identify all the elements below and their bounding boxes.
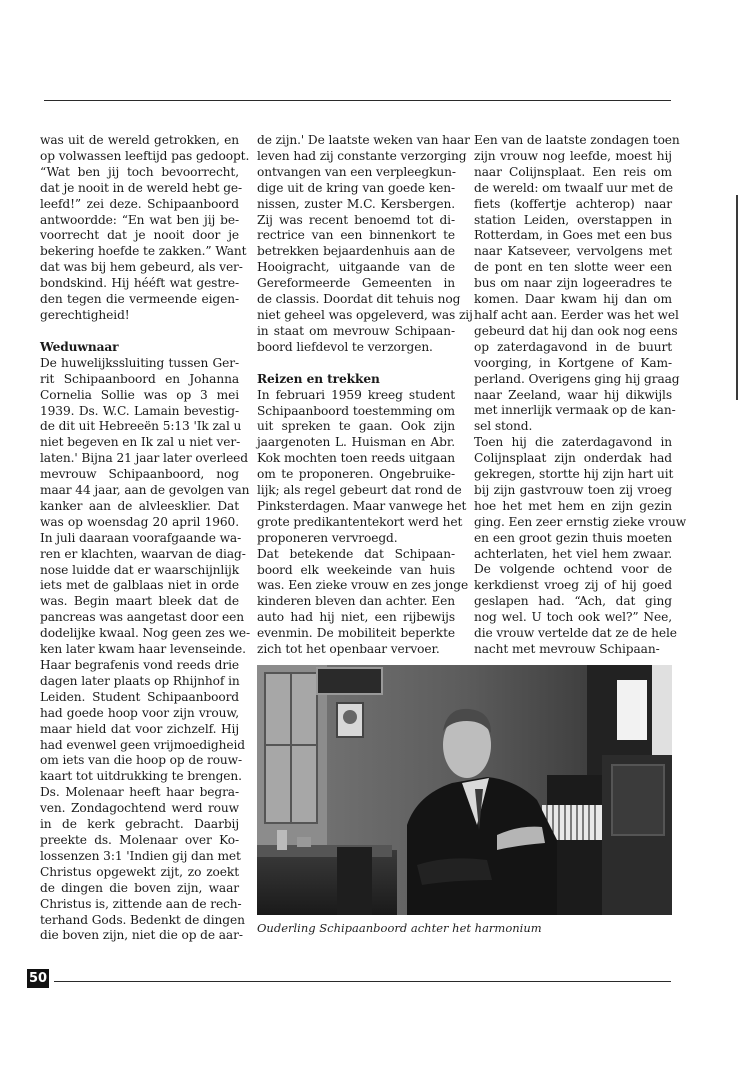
text-line: In februari 1959 kreeg student bbox=[257, 387, 455, 402]
text-line: kerkdienst vroeg zij of hij goed bbox=[474, 578, 672, 593]
column-2 bbox=[257, 133, 473, 658]
text-line: zijn vrouw nog leefde, moest hij bbox=[474, 148, 672, 163]
text-line: met innerlijk vermaak op de kan- bbox=[474, 403, 676, 418]
text-line: nog wel. U toch ook wel?” Nee, bbox=[474, 610, 672, 625]
text-line: auto had hij niet, een rijbewijs bbox=[257, 610, 455, 625]
text-line: dat was bij hem gebeurd, als ver- bbox=[40, 260, 243, 275]
text-line: dagen later plaats op Rhijnhof in bbox=[40, 673, 240, 688]
text-line: terhand Gods. Bedenkt de dingen bbox=[40, 912, 245, 927]
text-line: was uit de wereld getrokken, en bbox=[40, 133, 239, 147]
text-line: lijk; als regel gebeurt dat rond de bbox=[257, 483, 462, 498]
photo-illustration bbox=[257, 665, 672, 915]
text-line: De huwelijkssluiting tussen Ger- bbox=[40, 355, 239, 370]
column-1 bbox=[40, 133, 251, 944]
text-line: Schipaanboord toestemming om bbox=[257, 403, 455, 418]
text-line: jaargenoten L. Huisman en Abr. bbox=[257, 435, 455, 450]
text-line: Colijnsplaat zijn onderdak had bbox=[474, 451, 672, 466]
text-line: kaart tot uitdrukking te brengen. bbox=[40, 769, 242, 784]
text-line: boord liefdevol te verzorgen. bbox=[257, 339, 433, 354]
text-line: de wereld: om twaalf uur met de bbox=[474, 180, 674, 195]
text-line: uit spreken te gaan. Ook zijn bbox=[257, 419, 455, 434]
harmonium-photo bbox=[257, 665, 672, 915]
text-line: station Leiden, overstappen in bbox=[474, 212, 672, 227]
text-line: nacht met mevrouw Schipaan- bbox=[474, 642, 660, 656]
text-line: naar Colijnsplaat. Een reis om bbox=[474, 164, 672, 179]
text-line: de zijn.' De laatste weken van haar bbox=[257, 133, 470, 147]
text-line: pancreas was aangetast door een bbox=[40, 610, 244, 625]
text-line: bekering hoefde te zakken.” Want bbox=[40, 244, 247, 259]
text-line: ging. Een zeer ernstig zieke vrouw bbox=[474, 514, 687, 529]
text-line: “Wat ben jij toch bevoorrecht, bbox=[40, 164, 239, 179]
text-line: 1939. Ds. W.C. Lamain bevestig- bbox=[40, 403, 239, 418]
text-line: had goede hoop voor zijn vrouw, bbox=[40, 705, 239, 720]
text-line: die vrouw vertelde dat ze de hele bbox=[474, 626, 677, 641]
text-line: geslapen had. “Ach, dat ging bbox=[474, 594, 672, 609]
text-line: dat je nooit in de wereld hebt ge- bbox=[40, 180, 243, 195]
text-line: Christus opgewekt zijt, zo zoekt bbox=[40, 864, 239, 879]
text-line: ontvangen van een verpleegkun- bbox=[257, 164, 456, 179]
text-line: fiets (koffertje achterop) naar bbox=[474, 196, 672, 211]
text-line: om te proponeren. Ongebruike- bbox=[257, 467, 455, 482]
text-line: nose luidde dat er waarschijnlijk bbox=[40, 562, 239, 577]
text-line: voorrecht dat je nooit door je bbox=[40, 228, 239, 243]
text-line: de dingen die boven zijn, waar bbox=[40, 880, 239, 895]
text-line: preekte ds. Molenaar over Ko- bbox=[40, 832, 239, 847]
col2-intro-paragraph bbox=[257, 133, 473, 356]
heading-reizen-en-trekken: Reizen en trekken bbox=[257, 371, 380, 386]
text-line: voorging, in Kortgene of Kam- bbox=[474, 355, 672, 370]
text-line: was. Een zieke vrouw en zes jonge bbox=[257, 578, 469, 593]
text-line: lossenzen 3:1 'Indien gij dan met bbox=[40, 848, 241, 863]
text-line: half acht aan. Eerder was het wel bbox=[474, 307, 679, 322]
text-line: kanker aan de alvleesklier. Dat bbox=[40, 498, 239, 513]
text-line: sel stond. bbox=[474, 419, 533, 434]
text-line: De volgende ochtend voor de bbox=[474, 562, 672, 577]
text-line: Leiden. Student Schipaanboord bbox=[40, 689, 239, 704]
text-line: de classis. Doordat dit tehuis nog bbox=[257, 292, 461, 307]
text-line: Haar begrafenis vond reeds drie bbox=[40, 658, 239, 672]
text-line: Christus is, zittende aan de rech- bbox=[40, 896, 242, 911]
text-line: Toen hij die zaterdagavond in bbox=[474, 435, 672, 450]
text-line: maar hield dat voor zichzelf. Hij bbox=[40, 721, 239, 736]
text-line: leven had zij constante verzorging bbox=[257, 148, 467, 163]
text-line: achterlaten, het viel hem zwaar. bbox=[474, 546, 672, 561]
text-line: bij zijn gastvrouw toen zij vroeg bbox=[474, 482, 672, 497]
column-3 bbox=[474, 133, 687, 658]
col2-section-paragraph bbox=[257, 387, 469, 658]
text-line: rectrice van een binnenkort te bbox=[257, 228, 455, 243]
text-line: Pinksterdagen. Maar vanwege het bbox=[257, 498, 467, 513]
text-line: om iets van die hoop op de rouw- bbox=[40, 753, 243, 768]
text-line: rit Schipaanboord en Johanna bbox=[40, 371, 239, 386]
page-number: 50 bbox=[28, 971, 48, 986]
text-line: naar Katseveer, vervolgens met bbox=[474, 244, 672, 259]
text-line: bus om naar zijn logeeradres te bbox=[474, 276, 672, 291]
text-line: ren er klachten, waarvan de diag- bbox=[40, 546, 246, 561]
text-line: mevrouw Schipaanboord, nog bbox=[40, 467, 239, 482]
text-line: Zij was recent benoemd tot di- bbox=[257, 212, 455, 227]
text-line: nissen, zuster M.C. Kersbergen. bbox=[257, 196, 455, 211]
text-line: den tegen die vermeende eigen- bbox=[40, 292, 239, 307]
text-line: laten.' Bijna 21 jaar later overleed bbox=[40, 451, 248, 466]
text-line: betrekken bejaardenhuis aan de bbox=[257, 244, 455, 259]
text-line: komen. Daar kwam hij dan om bbox=[474, 292, 672, 307]
heading-weduwnaar: Weduwnaar bbox=[40, 339, 119, 354]
text-line: ven. Zondagochtend werd rouw bbox=[40, 801, 239, 816]
text-line: in staat om mevrouw Schipaan- bbox=[257, 323, 455, 338]
bottom-rule bbox=[54, 981, 671, 982]
text-line: de pont en ten slotte weer een bbox=[474, 260, 672, 275]
text-line: boord elk weekeinde van huis bbox=[257, 562, 455, 577]
col3-paragraph bbox=[474, 133, 687, 658]
text-line: proponeren vervroegd. bbox=[257, 530, 398, 545]
text-line: niet geheel was opgeleverd, was zij bbox=[257, 307, 473, 322]
col1-section-paragraph bbox=[40, 355, 251, 945]
text-line: had evenwel geen vrijmoedigheid bbox=[40, 737, 245, 752]
text-line: Gereformeerde Gemeenten in bbox=[257, 276, 455, 291]
photo-caption: Ouderling Schipaanboord achter het harmonium bbox=[257, 921, 542, 935]
text-line: op zaterdagavond in de buurt bbox=[474, 339, 672, 354]
text-line: iets met de galblaas niet in orde bbox=[40, 578, 239, 593]
text-line: Een van de laatste zondagen toen bbox=[474, 133, 680, 147]
text-line: Kok mochten toen reeds uitgaan bbox=[257, 451, 455, 466]
text-line: evenmin. De mobiliteit beperkte bbox=[257, 626, 455, 641]
text-line: gerechtigheid! bbox=[40, 307, 130, 322]
text-line: gebeurd dat hij dan ook nog eens bbox=[474, 323, 678, 338]
text-line: antwoordde: “En wat ben jij be- bbox=[40, 212, 239, 227]
text-line: Hooigracht, uitgaande van de bbox=[257, 260, 455, 275]
text-line: ken later kwam haar levenseinde. bbox=[40, 642, 246, 657]
text-line: Ds. Molenaar heeft haar begra- bbox=[40, 785, 239, 800]
text-line: Cornelia Sollie was op 3 mei bbox=[40, 387, 239, 402]
text-line: hoe het met hem en zijn gezin bbox=[474, 498, 672, 513]
text-line: in de kerk gebracht. Daarbij bbox=[40, 817, 239, 832]
text-line: dige uit de kring van goede ken- bbox=[257, 180, 455, 195]
text-line: gekregen, stortte hij zijn hart uit bbox=[474, 467, 674, 482]
text-line: leefd!” zei deze. Schipaanboord bbox=[40, 196, 239, 211]
text-line: bondskind. Hij hééft wat gestre- bbox=[40, 276, 239, 291]
text-line: grote predikantentekort werd het bbox=[257, 514, 463, 529]
text-line: dodelijke kwaal. Nog geen zes we- bbox=[40, 626, 251, 641]
col1-intro-paragraph bbox=[40, 133, 250, 324]
text-line: perland. Overigens ging hij graag bbox=[474, 371, 680, 386]
text-line: In juli daaraan voorafgaande wa- bbox=[40, 530, 242, 545]
text-line: zich tot het openbaar vervoer. bbox=[257, 642, 440, 657]
text-line: niet begeven en Ik zal u niet ver- bbox=[40, 435, 241, 450]
text-line: Rotterdam, in Goes met een bus bbox=[474, 228, 672, 243]
text-line: en een groot gezin thuis moeten bbox=[474, 530, 672, 545]
text-line: maar 44 jaar, aan de gevolgen van bbox=[40, 483, 250, 498]
text-line: was. Begin maart bleek dat de bbox=[40, 594, 239, 609]
top-rule bbox=[44, 100, 671, 101]
text-line: de dit uit Hebreeën 5:13 'Ik zal u bbox=[40, 419, 242, 434]
text-line: Dat betekende dat Schipaan- bbox=[257, 546, 455, 561]
text-line: kinderen bleven dan achter. Een bbox=[257, 594, 455, 609]
text-line: naar Zeeland, waar hij dikwijls bbox=[474, 387, 672, 402]
text-line: op volwassen leeftijd pas gedoopt. bbox=[40, 148, 250, 163]
text-line: was op woensdag 20 april 1960. bbox=[40, 514, 239, 529]
text-line: die boven zijn, niet die op de aar- bbox=[40, 928, 243, 943]
